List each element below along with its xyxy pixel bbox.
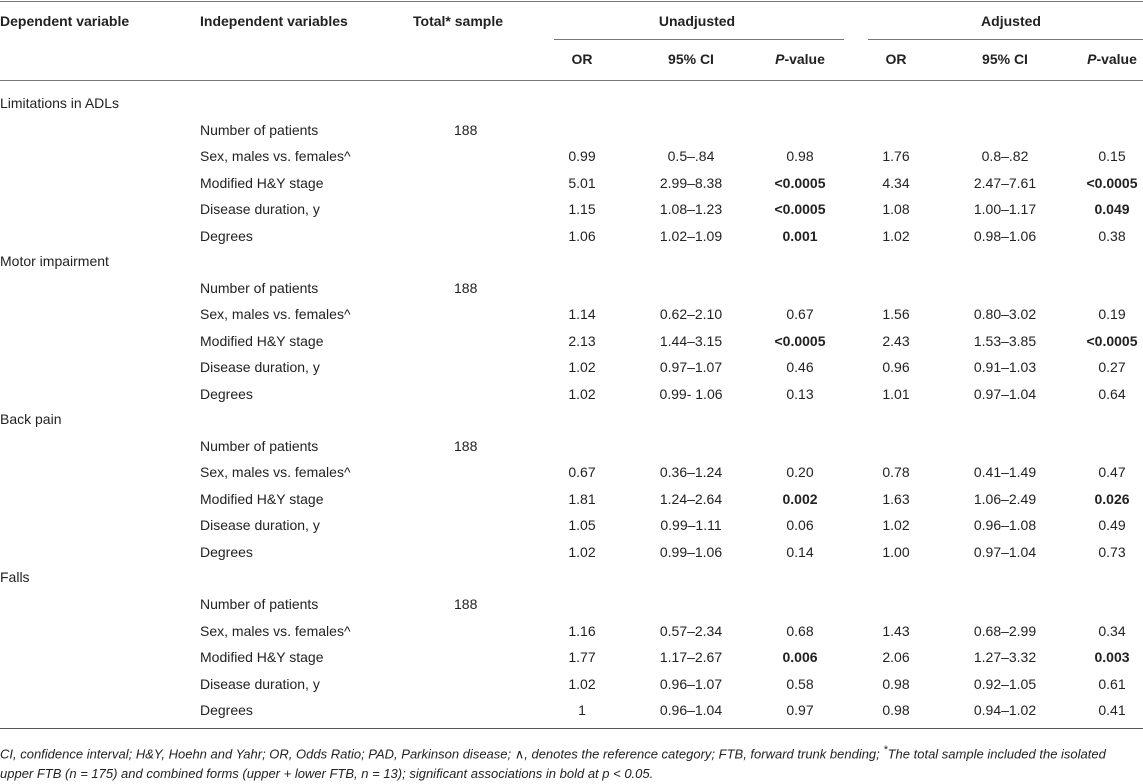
row-variable: Degrees — [200, 386, 253, 402]
adjusted-p: 0.61 — [1098, 676, 1126, 692]
unadjusted-ci: 1.08–1.23 — [659, 201, 723, 217]
adjusted-ci: 2.47–7.61 — [973, 175, 1037, 191]
adjusted-ci: 1.00–1.17 — [973, 201, 1037, 217]
row-variable: Number of patients — [200, 280, 319, 296]
unadjusted-p: 0.98 — [786, 148, 814, 164]
adjusted-p: 0.026 — [1094, 491, 1130, 507]
row-variable: Modified H&Y stage — [200, 333, 324, 349]
adjusted-or: 1.01 — [882, 386, 910, 402]
unadjusted-or: 1.02 — [568, 386, 596, 402]
row-variable: Degrees — [200, 544, 253, 560]
unadjusted-or: 1.14 — [568, 306, 596, 322]
adjusted-p: 0.47 — [1098, 464, 1126, 480]
row-variable: Sex, males vs. females^ — [200, 464, 351, 480]
unadjusted-p: 0.97 — [786, 702, 814, 718]
header-adjusted-p — [1087, 50, 1137, 68]
unadjusted-or: 1.02 — [568, 544, 596, 560]
unadjusted-or: 2.13 — [568, 333, 596, 349]
adjusted-p: 0.15 — [1098, 148, 1126, 164]
adjusted-ci: 0.98–1.06 — [973, 228, 1037, 244]
row-variable: Number of patients — [200, 438, 319, 454]
unadjusted-ci: 0.99–1.06 — [659, 544, 723, 560]
header-adjusted-or: OR — [885, 51, 907, 67]
adjusted-p: <0.0005 — [1086, 175, 1138, 191]
unadjusted-or: 1.02 — [568, 359, 596, 375]
unadjusted-or: 1.77 — [568, 649, 596, 665]
unadjusted-ci: 2.99–8.38 — [659, 175, 723, 191]
adjusted-p: 0.003 — [1094, 649, 1130, 665]
adjusted-p: 0.049 — [1094, 201, 1130, 217]
unadjusted-or: 0.99 — [568, 148, 596, 164]
table-bottom-rule — [0, 728, 1143, 729]
p-italic: P — [775, 51, 785, 67]
row-total: 188 — [454, 596, 478, 612]
unadjusted-ci: 0.57–2.34 — [659, 623, 723, 639]
unadjusted-or: 1.02 — [568, 676, 596, 692]
row-variable: Number of patients — [200, 122, 319, 138]
row-variable: Sex, males vs. females^ — [200, 148, 351, 164]
adjusted-ci: 1.06–2.49 — [973, 491, 1037, 507]
p-suffix: -value — [1096, 51, 1137, 67]
unadjusted-ci: 0.99–1.11 — [660, 517, 722, 533]
adjusted-or: 1.56 — [882, 306, 910, 322]
footnote-star: * — [883, 744, 888, 756]
adjusted-ci: 0.94–1.02 — [973, 702, 1037, 718]
adjusted-p: 0.41 — [1098, 702, 1126, 718]
row-variable: Modified H&Y stage — [200, 175, 324, 191]
unadjusted-underline — [554, 39, 844, 40]
header-dependent-variable: Dependent variable — [0, 13, 130, 29]
footnote-text: CI, confidence interval; H&Y, Hoehn and Yahr; OR, Odds Ratio; PAD, Parkinson disease; ∧, denotes the reference category; FTB, forward trunk bending; — [0, 746, 884, 762]
unadjusted-p: 0.58 — [786, 676, 814, 692]
unadjusted-p: 0.002 — [782, 491, 818, 507]
unadjusted-or: 1.81 — [568, 491, 596, 507]
adjusted-p: 0.19 — [1098, 306, 1126, 322]
adjusted-or: 1.02 — [882, 228, 910, 244]
adjusted-ci: 1.53–3.85 — [973, 333, 1037, 349]
unadjusted-ci: 0.5–.84 — [667, 148, 715, 164]
adjusted-ci: 0.41–1.49 — [973, 464, 1037, 480]
adjusted-ci: 1.27–3.32 — [973, 649, 1037, 665]
adjusted-p: 0.27 — [1098, 359, 1126, 375]
row-variable: Modified H&Y stage — [200, 649, 324, 665]
p-italic: P — [1087, 51, 1097, 67]
adjusted-ci: 0.96–1.08 — [973, 517, 1037, 533]
header-adjusted-ci: 95% CI — [982, 51, 1028, 67]
header-total-sample: Total* sample — [413, 13, 503, 29]
row-variable: Sex, males vs. females^ — [200, 623, 351, 639]
row-total: 188 — [454, 280, 478, 296]
row-variable: Number of patients — [200, 596, 319, 612]
unadjusted-p: 0.20 — [786, 464, 814, 480]
unadjusted-ci: 1.44–3.15 — [659, 333, 723, 349]
adjusted-ci: 0.8–.82 — [981, 148, 1029, 164]
unadjusted-p: 0.46 — [786, 359, 814, 375]
adjusted-or: 1.08 — [882, 201, 910, 217]
group-title: Motor impairment — [0, 253, 109, 269]
adjusted-p: 0.64 — [1098, 386, 1126, 402]
adjusted-or: 2.43 — [882, 333, 910, 349]
row-total: 188 — [454, 438, 478, 454]
group-title: Back pain — [0, 411, 62, 427]
adjusted-p: 0.73 — [1098, 544, 1126, 560]
adjusted-p: 0.38 — [1098, 228, 1126, 244]
adjusted-p: 0.34 — [1098, 623, 1126, 639]
row-variable: Modified H&Y stage — [200, 491, 324, 507]
header-unadjusted: Unadjusted — [658, 13, 736, 29]
row-total: 188 — [454, 122, 478, 138]
row-variable: Sex, males vs. females^ — [200, 306, 351, 322]
group-title: Falls — [0, 569, 30, 585]
unadjusted-p: 0.14 — [786, 544, 814, 560]
unadjusted-p: 0.006 — [782, 649, 818, 665]
row-variable: Disease duration, y — [200, 359, 320, 375]
adjusted-or: 1.43 — [882, 623, 910, 639]
table-footnote — [0, 740, 1140, 784]
header-bottom-rule — [0, 80, 1143, 81]
unadjusted-p: <0.0005 — [774, 333, 826, 349]
adjusted-or: 0.98 — [882, 676, 910, 692]
adjusted-or: 1.76 — [882, 148, 910, 164]
p-suffix: -value — [784, 51, 825, 67]
row-variable: Degrees — [200, 702, 253, 718]
row-variable: Degrees — [200, 228, 253, 244]
unadjusted-or: 5.01 — [568, 175, 596, 191]
adjusted-or: 0.78 — [882, 464, 910, 480]
adjusted-p: <0.0005 — [1086, 333, 1138, 349]
unadjusted-ci: 0.99- 1.06 — [659, 386, 723, 402]
unadjusted-or: 1.15 — [568, 201, 596, 217]
unadjusted-ci: 0.96–1.04 — [659, 702, 723, 718]
unadjusted-or: 1.06 — [568, 228, 596, 244]
unadjusted-p: <0.0005 — [774, 175, 826, 191]
row-variable: Disease duration, y — [200, 676, 320, 692]
unadjusted-or: 1.05 — [568, 517, 596, 533]
row-variable: Disease duration, y — [200, 517, 320, 533]
adjusted-p: 0.49 — [1098, 517, 1126, 533]
unadjusted-p: 0.13 — [786, 386, 814, 402]
unadjusted-or: 1.16 — [568, 623, 596, 639]
adjusted-ci: 0.91–1.03 — [973, 359, 1037, 375]
unadjusted-ci: 1.02–1.09 — [659, 228, 723, 244]
header-unadjusted-ci: 95% CI — [668, 51, 714, 67]
adjusted-ci: 0.97–1.04 — [973, 386, 1037, 402]
table-top-rule — [0, 1, 1143, 2]
adjusted-or: 1.00 — [882, 544, 910, 560]
row-variable: Disease duration, y — [200, 201, 320, 217]
adjusted-or: 0.98 — [882, 702, 910, 718]
unadjusted-p: 0.06 — [786, 517, 814, 533]
header-adjusted: Adjusted — [981, 13, 1041, 29]
adjusted-or: 1.63 — [882, 491, 910, 507]
unadjusted-ci: 1.17–2.67 — [659, 649, 723, 665]
header-independent-variables: Independent variables — [200, 13, 348, 29]
adjusted-ci: 0.92–1.05 — [973, 676, 1037, 692]
unadjusted-ci: 0.96–1.07 — [659, 676, 723, 692]
adjusted-ci: 0.80–3.02 — [973, 306, 1037, 322]
unadjusted-ci: 0.62–2.10 — [659, 306, 723, 322]
header-unadjusted-or: OR — [571, 51, 593, 67]
unadjusted-ci: 0.97–1.07 — [659, 359, 723, 375]
unadjusted-ci: 0.36–1.24 — [659, 464, 723, 480]
adjusted-or: 2.06 — [882, 649, 910, 665]
header-unadjusted-p — [775, 50, 825, 68]
unadjusted-p: <0.0005 — [774, 201, 826, 217]
footnote-text-cont: The total sample included the isolated upper FTB (n = 175) and combined forms (upper + lower FTB, n = 13); significant associations in bold at p < 0.05. — [0, 746, 1106, 782]
adjusted-underline — [868, 39, 1143, 40]
unadjusted-or: 1 — [578, 702, 586, 718]
group-title: Limitations in ADLs — [0, 95, 120, 111]
adjusted-ci: 0.68–2.99 — [973, 623, 1037, 639]
adjusted-or: 4.34 — [882, 175, 910, 191]
unadjusted-p: 0.001 — [782, 228, 818, 244]
adjusted-ci: 0.97–1.04 — [973, 544, 1037, 560]
unadjusted-ci: 1.24–2.64 — [659, 491, 723, 507]
unadjusted-or: 0.67 — [568, 464, 596, 480]
adjusted-or: 0.96 — [882, 359, 910, 375]
unadjusted-p: 0.68 — [786, 623, 814, 639]
adjusted-or: 1.02 — [882, 517, 910, 533]
unadjusted-p: 0.67 — [786, 306, 814, 322]
